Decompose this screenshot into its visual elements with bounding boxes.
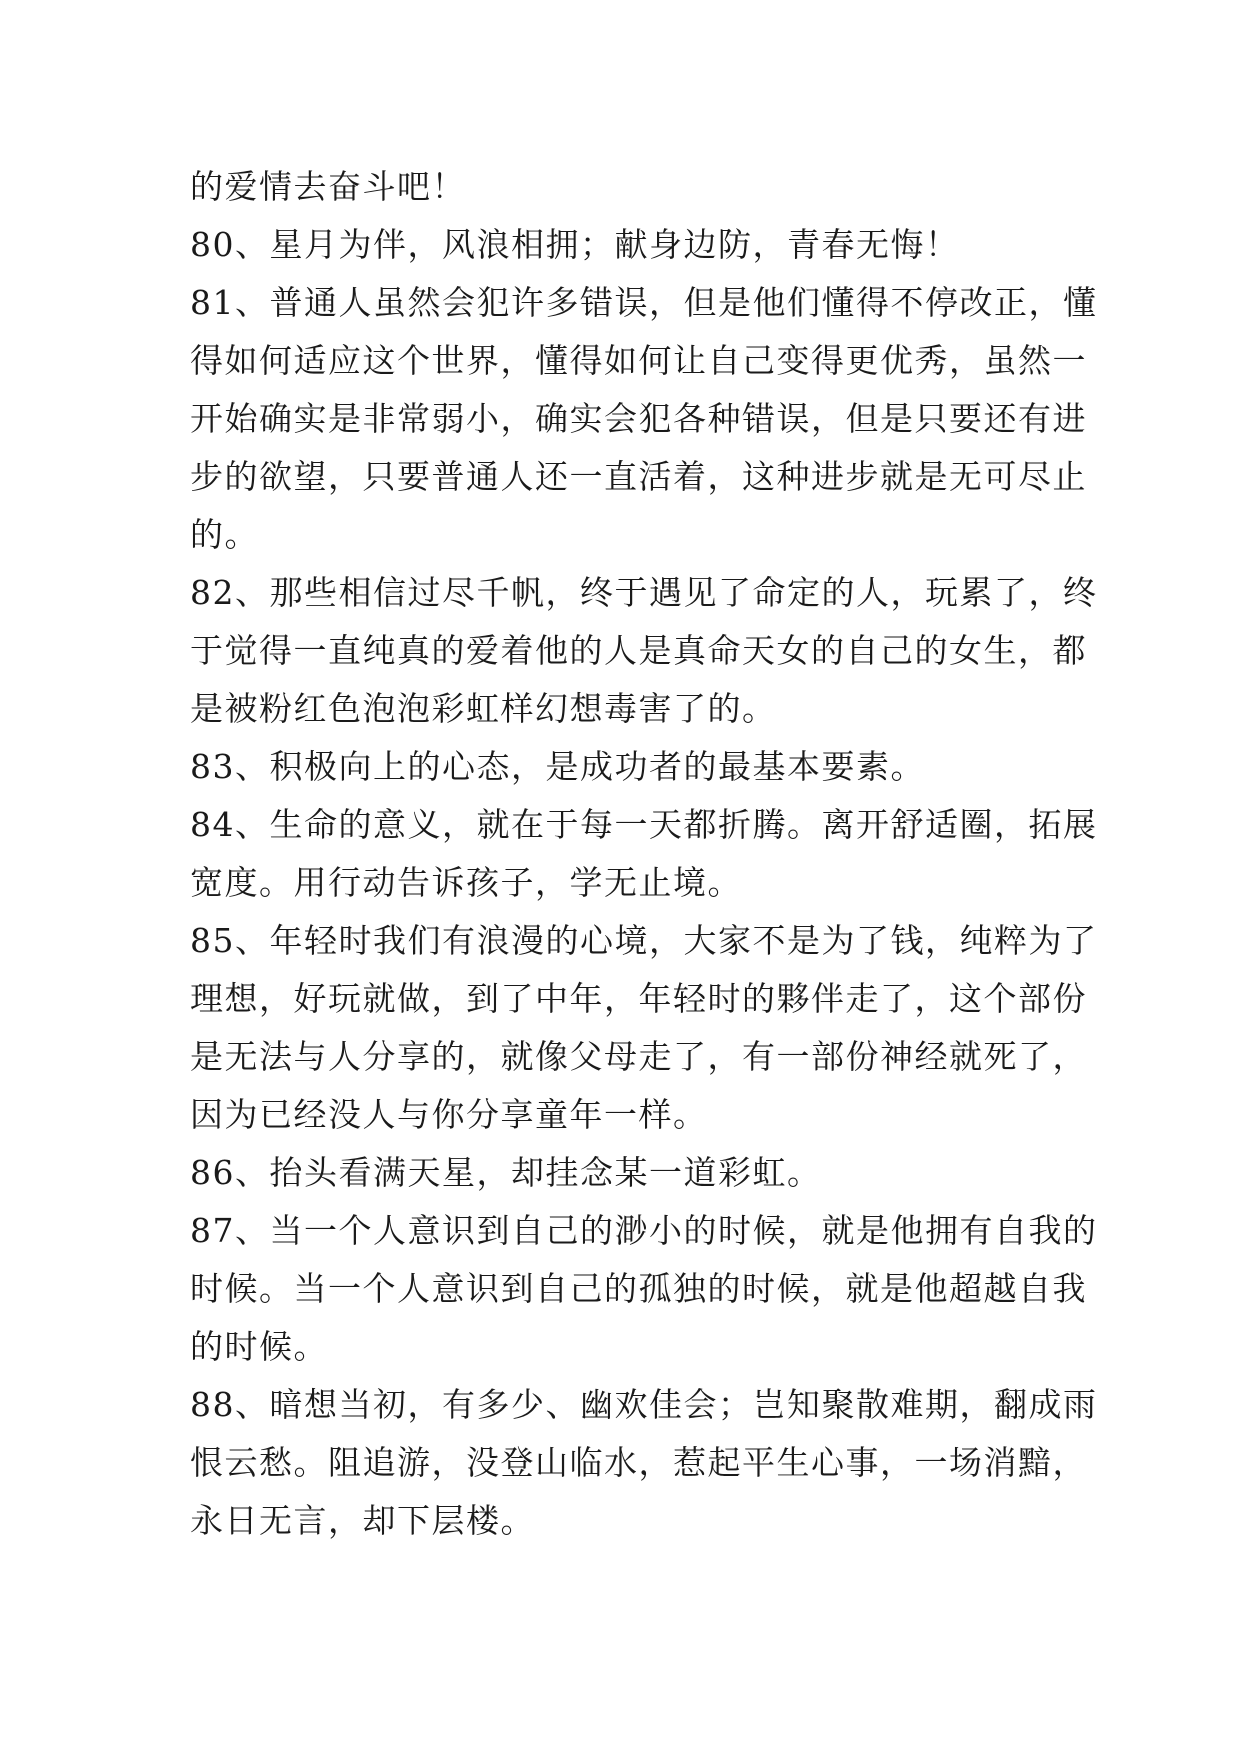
text-line: 86、抬头看满天星，却挂念某一道彩虹。 xyxy=(190,1153,822,1192)
text-line: 开始确实是非常弱小，确实会犯各种错误，但是只要还有进 xyxy=(190,399,1087,438)
text-line: 83、积极向上的心态，是成功者的最基本要素。 xyxy=(190,747,925,786)
text-line: 理想，好玩就做，到了中年，年轻时的夥伴走了，这个部份 xyxy=(190,979,1087,1018)
document-body xyxy=(190,158,1098,1550)
text-line: 是被粉红色泡泡彩虹样幻想毒害了的。 xyxy=(190,689,777,728)
text-line: 85、年轻时我们有浪漫的心境，大家不是为了钱，纯粹为了 xyxy=(190,921,1098,960)
text-line: 82、那些相信过尽千帆，终于遇见了命定的人，玩累了，终 xyxy=(190,573,1098,612)
text-line: 81、普通人虽然会犯许多错误，但是他们懂得不停改正，懂 xyxy=(190,283,1098,322)
text-line: 因为已经没人与你分享童年一样。 xyxy=(190,1095,708,1134)
text-line: 步的欲望，只要普通人还一直活着，这种进步就是无可尽止 xyxy=(190,457,1087,496)
text-line: 于觉得一直纯真的爱着他的人是真命天女的自己的女生，都 xyxy=(190,631,1087,670)
text-line: 时候。当一个人意识到自己的孤独的时候，就是他超越自我 xyxy=(190,1269,1087,1308)
text-line: 是无法与人分享的，就像父母走了，有一部份神经就死了， xyxy=(190,1037,1087,1076)
text-line: 的。 xyxy=(190,515,259,554)
text-line: 87、当一个人意识到自己的渺小的时候，就是他拥有自我的 xyxy=(190,1211,1098,1250)
text-line: 永日无言，却下层楼。 xyxy=(190,1501,535,1540)
text-line: 宽度。用行动告诉孩子，学无止境。 xyxy=(190,863,742,902)
text-line: 88、暗想当初，有多少、幽欢佳会；岂知聚散难期，翻成雨 xyxy=(190,1385,1098,1424)
text-line: 80、星月为伴，风浪相拥；献身边防，青春无悔！ xyxy=(190,225,960,264)
text-line: 的时候。 xyxy=(190,1327,328,1366)
text-line: 的爱情去奋斗吧！ xyxy=(190,167,466,206)
text-line: 恨云愁。阻追游，没登山临水，惹起平生心事，一场消黯， xyxy=(190,1443,1087,1482)
text-line: 84、生命的意义，就在于每一天都折腾。离开舒适圈，拓展 xyxy=(190,805,1098,844)
text-line: 得如何适应这个世界，懂得如何让自己变得更优秀，虽然一 xyxy=(190,341,1087,380)
